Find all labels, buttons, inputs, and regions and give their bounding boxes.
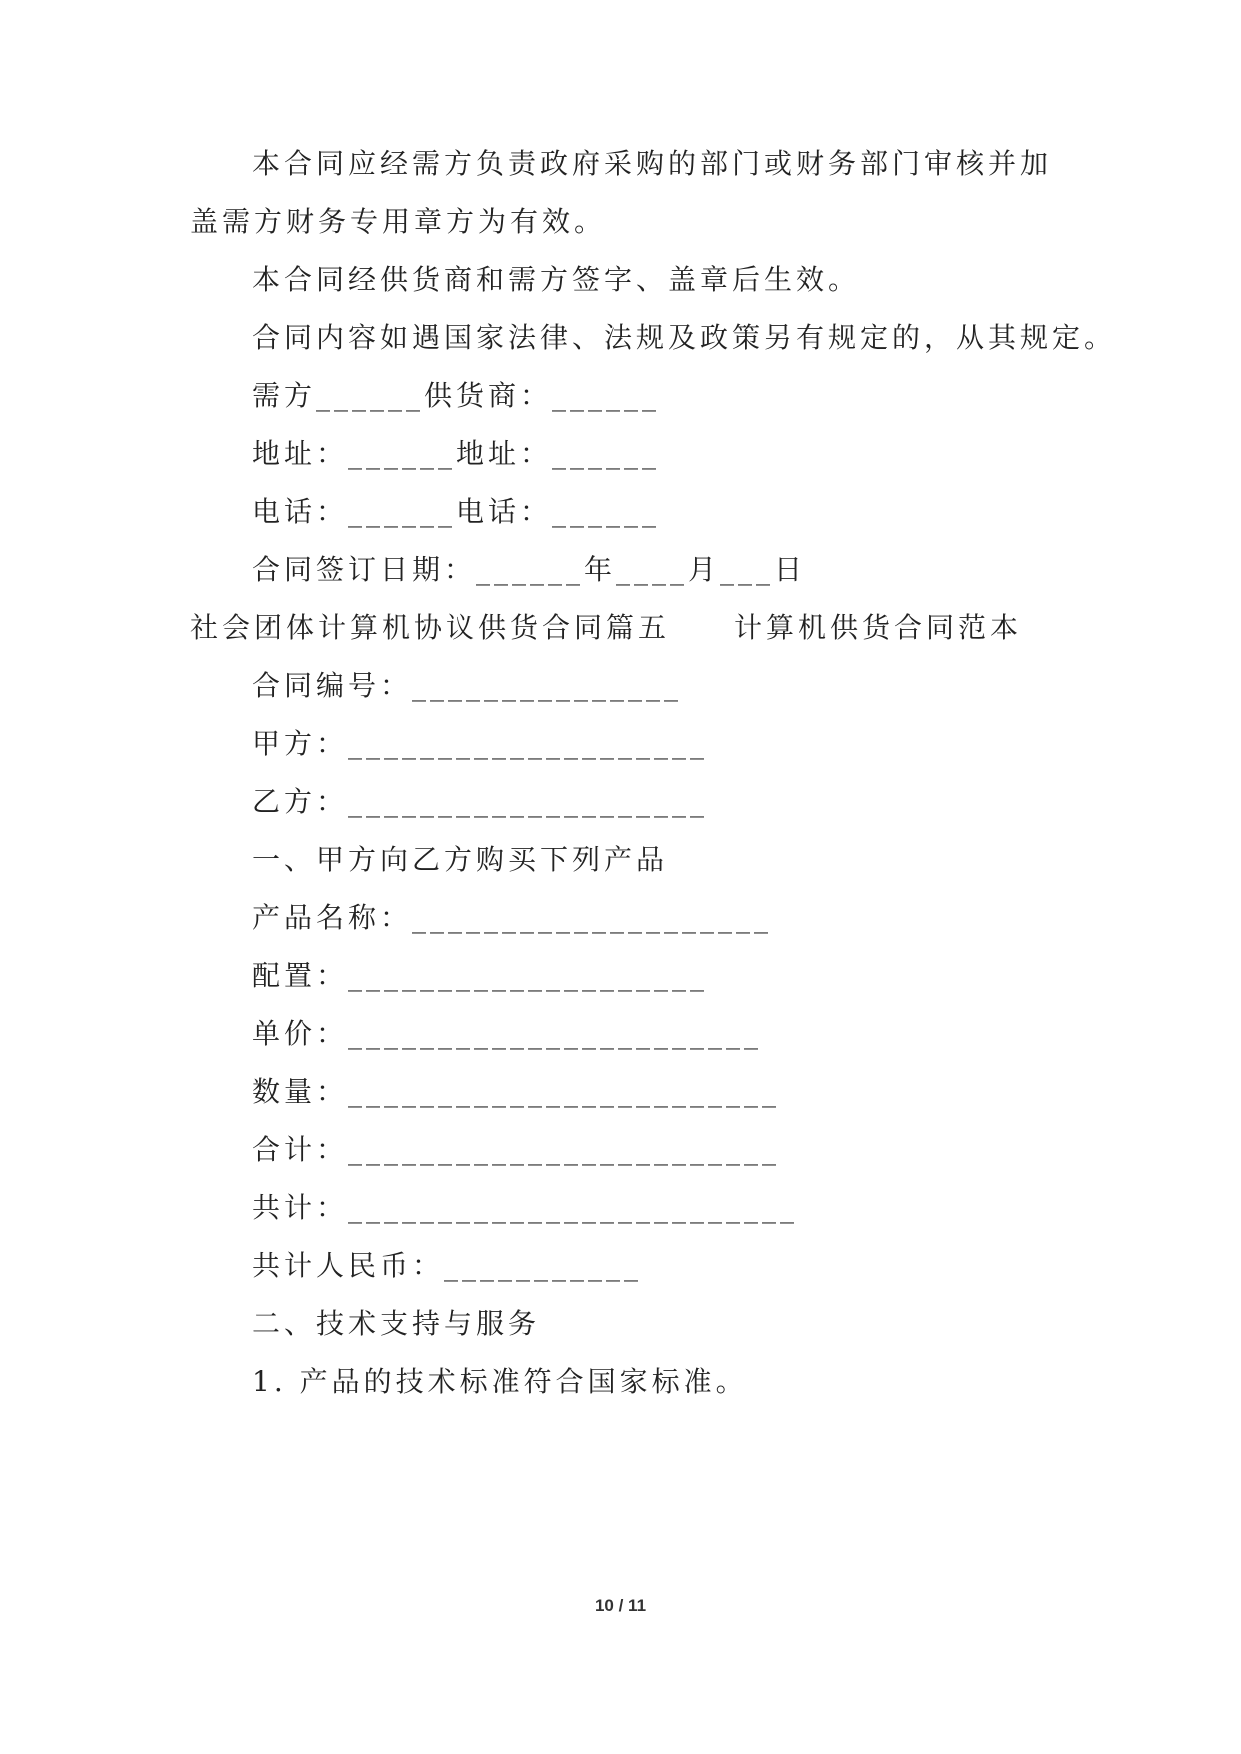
field-buyer-supplier: 需方______供货商：______ xyxy=(252,379,661,412)
field-phone: 电话：______电话：______ xyxy=(252,495,661,528)
clause-two-heading: 二、技术支持与服务 xyxy=(252,1307,541,1340)
field-product-name: 产品名称：____________________ xyxy=(252,901,773,934)
paragraph-law-clause: 合同内容如遇国家法律、法规及政策另有规定的，从其规定。 xyxy=(252,321,1117,354)
field-party-a: 甲方：____________________ xyxy=(252,727,709,760)
page-number: 10 / 11 xyxy=(594,1596,647,1615)
paragraph-effective: 本合同经供货商和需方签字、盖章后生效。 xyxy=(252,263,861,296)
field-subtotal: 合计：________________________ xyxy=(252,1133,781,1166)
paragraph-approval-line2: 盖需方财务专用章方为有效。 xyxy=(190,205,607,238)
clause-one-heading: 一、甲方向乙方购买下列产品 xyxy=(252,843,669,876)
clause-two-item-1: 1. 产品的技术标准符合国家标准。 xyxy=(252,1365,748,1398)
field-configuration: 配置：____________________ xyxy=(252,959,709,992)
field-sign-date: 合同签订日期：______年____月___日 xyxy=(252,553,807,586)
section-heading: 社会团体计算机协议供货合同篇五 计算机供货合同范本 xyxy=(190,611,1023,644)
field-total: 共计：_________________________ xyxy=(252,1191,799,1224)
paragraph-approval-line1: 本合同应经需方负责政府采购的部门或财务部门审核并加 xyxy=(252,147,1053,180)
field-total-rmb: 共计人民币：___________ xyxy=(252,1249,643,1282)
field-party-b: 乙方：____________________ xyxy=(252,785,709,818)
field-contract-number: 合同编号：_______________ xyxy=(252,669,683,702)
field-unit-price: 单价：_______________________ xyxy=(252,1017,763,1050)
field-quantity: 数量：________________________ xyxy=(252,1075,781,1108)
field-address: 地址：______地址：______ xyxy=(252,437,661,470)
